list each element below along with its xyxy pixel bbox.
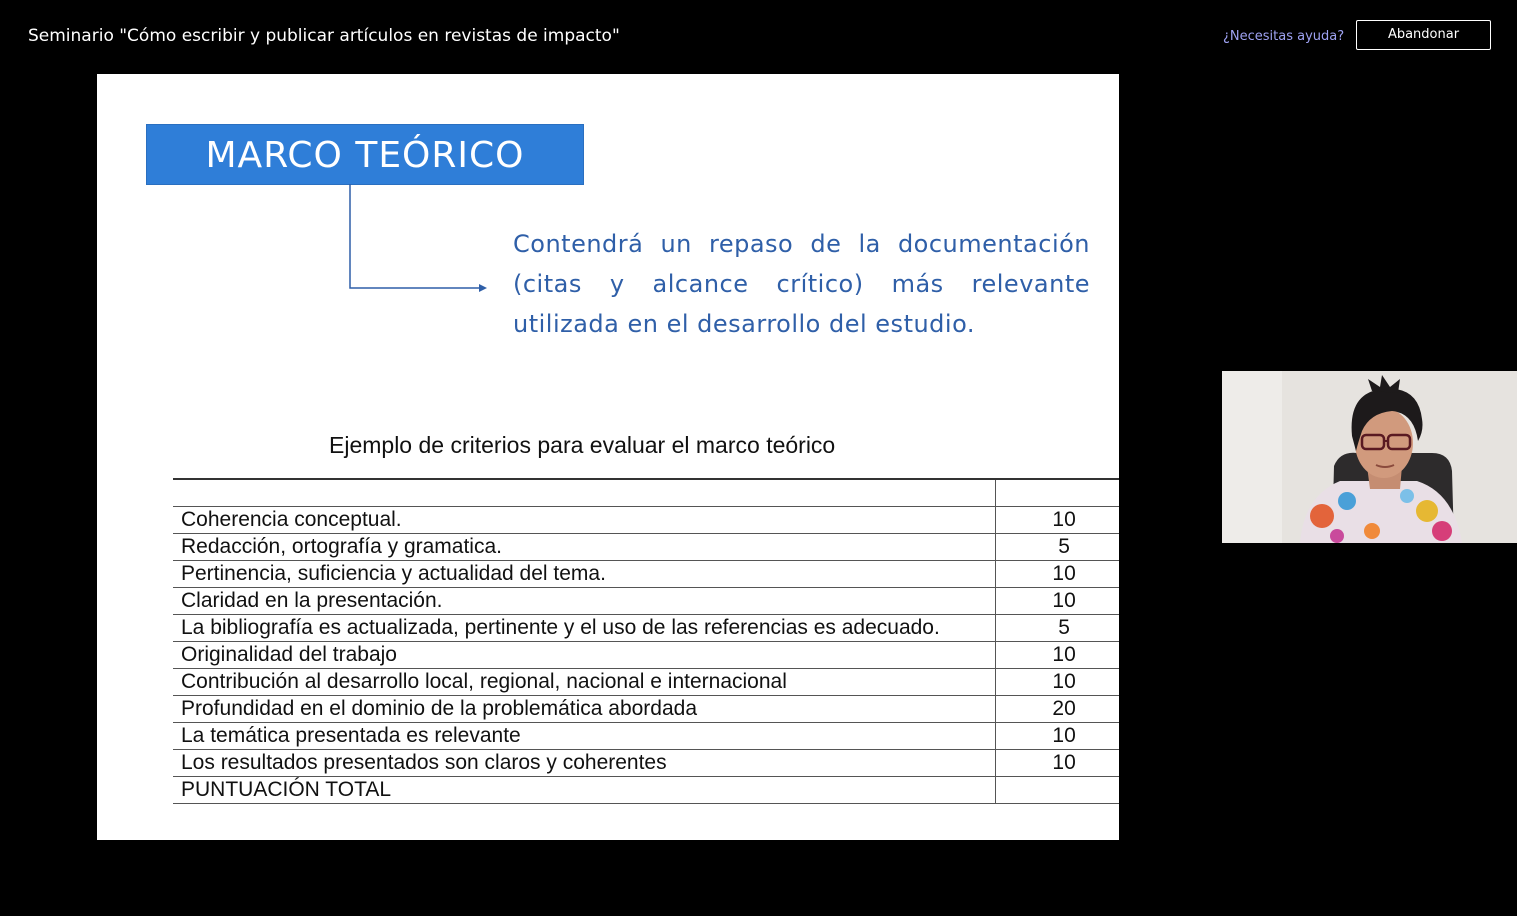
header-score-cell	[996, 479, 1119, 507]
total-score	[996, 777, 1119, 804]
criterion-label: Pertinencia, suficiencia y actualidad del tema.	[173, 561, 996, 588]
criterion-label: Claridad en la presentación.	[173, 588, 996, 615]
participant-video[interactable]	[1222, 371, 1517, 543]
criterion-score: 10	[996, 669, 1119, 696]
table-row	[173, 642, 1119, 669]
criterion-score: 5	[996, 615, 1119, 642]
help-link[interactable]: ¿Necesitas ayuda?	[1223, 29, 1345, 44]
criterion-score: 10	[996, 642, 1119, 669]
table-row	[173, 588, 1119, 615]
header-criterion-cell	[173, 479, 996, 507]
table-row	[173, 615, 1119, 642]
criterion-label: La bibliografía es actualizada, pertinente y el uso de las referencias es adecuado.	[173, 615, 996, 642]
table-row	[173, 696, 1119, 723]
criterion-score: 10	[996, 507, 1119, 534]
meeting-title: Seminario "Cómo escribir y publicar artículos en revistas de impacto"	[28, 26, 620, 46]
criterion-score: 20	[996, 696, 1119, 723]
table-row	[173, 534, 1119, 561]
leave-button[interactable]: Abandonar	[1356, 20, 1491, 50]
table-header-row	[173, 479, 1119, 507]
criterion-label: La temática presentada es relevante	[173, 723, 996, 750]
criterion-label: Profundidad en el dominio de la problemática abordada	[173, 696, 996, 723]
participant-avatar	[1222, 371, 1517, 543]
criterion-label: Originalidad del trabajo	[173, 642, 996, 669]
criterion-score: 10	[996, 723, 1119, 750]
shared-slide	[97, 74, 1119, 840]
criterion-label: Contribución al desarrollo local, regional, nacional e internacional	[173, 669, 996, 696]
criterion-score: 10	[996, 588, 1119, 615]
slide-heading-box	[146, 124, 584, 185]
table-row	[173, 669, 1119, 696]
table-row	[173, 561, 1119, 588]
table-row	[173, 723, 1119, 750]
table-caption: Ejemplo de criterios para evaluar el marco teórico	[329, 432, 836, 458]
table-row	[173, 507, 1119, 534]
connector-arrow-icon	[337, 184, 497, 304]
table-row	[173, 750, 1119, 777]
total-label: PUNTUACIÓN TOTAL	[173, 777, 996, 804]
criterion-score: 10	[996, 750, 1119, 777]
slide-heading: MARCO TEÓRICO	[205, 135, 525, 176]
criterion-label: Los resultados presentados son claros y coherentes	[173, 750, 996, 777]
slide-description: Contendrá un repaso de la documentación (citas y alcance crítico) más relevante utilizada en el desarrollo del estudio.	[513, 230, 1090, 338]
criterion-label: Coherencia conceptual.	[173, 507, 996, 534]
criteria-table	[173, 478, 1119, 804]
criterion-score: 10	[996, 561, 1119, 588]
criterion-score: 5	[996, 534, 1119, 561]
criterion-label: Redacción, ortografía y gramatica.	[173, 534, 996, 561]
table-total-row	[173, 777, 1119, 804]
meeting-header	[0, 0, 1517, 72]
